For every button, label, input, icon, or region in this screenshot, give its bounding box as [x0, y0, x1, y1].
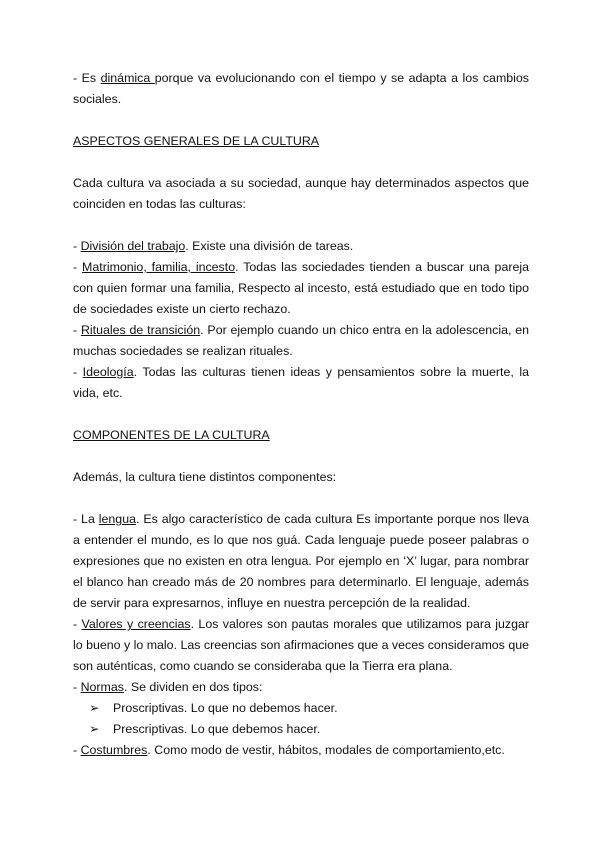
item-text: . Se dividen en dos tipos: — [123, 680, 263, 694]
sub-item-proscriptivas — [73, 698, 529, 719]
spacer — [73, 404, 529, 425]
list-item-normas — [73, 677, 529, 698]
item-text: . Todas las culturas tienen ideas y pensamientos sobre la muerte, la vida, etc. — [73, 365, 529, 400]
item-text: . Los valores son pautas morales que utilizamos para juzgar lo bueno y lo malo. Las creencias son afirmaciones que a veces consideramos que son auténticas, como cuando se consideraba que la Tierra era plana. — [73, 617, 529, 673]
item-term: Ideología — [82, 365, 134, 379]
item-prefix: - — [73, 323, 81, 337]
intro-term: dinámica — [100, 71, 155, 85]
item-text: . Existe una división de tareas. — [185, 239, 354, 253]
item-term: Rituales de transición — [80, 323, 201, 337]
spacer — [73, 446, 529, 467]
item-text: . Todas las sociedades tienden a buscar una pareja con quien formar una familia, Respecto al incesto, está estudiado que en todo tipo de sociedades existe un cierto rechazo. — [73, 260, 529, 316]
sub-item-prescriptivas — [73, 719, 529, 740]
list-item-ideologia — [73, 362, 529, 404]
section-heading-aspectos: ASPECTOS GENERALES DE LA CULTURA — [73, 134, 320, 148]
item-term: Normas — [80, 680, 124, 694]
item-term: lengua — [98, 512, 136, 526]
list-item-matrimonio — [73, 257, 529, 320]
sub-item-text: Prescriptivas. Lo que debemos hacer. — [113, 722, 321, 736]
spacer — [73, 488, 529, 509]
item-text: . Por ejemplo cuando un chico entra en la adolescencia, en muchas sociedades se realizan rituales. — [73, 323, 530, 358]
section2-lead: Además, la cultura tiene distintos componentes: — [73, 470, 337, 484]
list-item-division — [73, 236, 529, 257]
intro-paragraph — [73, 68, 529, 110]
intro-text: porque va evolucionando con el tiempo y se adapta a los cambios sociales. — [73, 71, 529, 106]
item-prefix: - — [73, 617, 82, 631]
item-term: Matrimonio, familia, incesto — [82, 260, 236, 274]
item-prefix: - — [73, 260, 83, 274]
item-text: . Es algo característico de cada cultura Es importante porque nos lleva a entender el mundo, es lo que nos guá. Cada lenguaje puede poseer palabras o expresiones que no existen en otra lengua. Por ejemplo en ‘X’ lugar, para nombrar el blanco han creado más de 20 nombres para determinarlo. El lenguaje, además de servir para expresarnos, influye en nuestra percepción de la realidad. — [73, 512, 530, 610]
document-body — [73, 68, 529, 761]
sub-item-text: Proscriptivas. Lo que no debemos hacer. — [113, 701, 338, 715]
section1-lead: Cada cultura va asociada a su sociedad, aunque hay determinados aspectos que coinciden en todas las culturas: — [73, 176, 529, 211]
spacer — [73, 110, 529, 131]
section-heading-componentes: COMPONENTES DE LA CULTURA — [73, 428, 270, 442]
arrow-bullet-icon: ➢ — [89, 701, 100, 715]
item-prefix: - — [73, 365, 83, 379]
item-text: . Como modo de vestir, hábitos, modales de comportamiento,etc. — [147, 743, 505, 757]
list-item-rituales — [73, 320, 529, 362]
item-prefix: - — [73, 239, 81, 253]
spacer — [73, 152, 529, 173]
intro-prefix: - Es — [73, 71, 101, 85]
spacer — [73, 215, 529, 236]
list-item-valores — [73, 614, 529, 677]
item-prefix: - — [73, 680, 81, 694]
item-term: Costumbres — [80, 743, 148, 757]
item-prefix: - — [73, 743, 81, 757]
item-term: Valores y creencias — [81, 617, 191, 631]
item-term: División del trabajo — [80, 239, 186, 253]
arrow-bullet-icon: ➢ — [89, 722, 100, 736]
list-item-lengua — [73, 509, 529, 614]
list-item-costumbres — [73, 740, 529, 761]
item-prefix: - La — [73, 512, 99, 526]
